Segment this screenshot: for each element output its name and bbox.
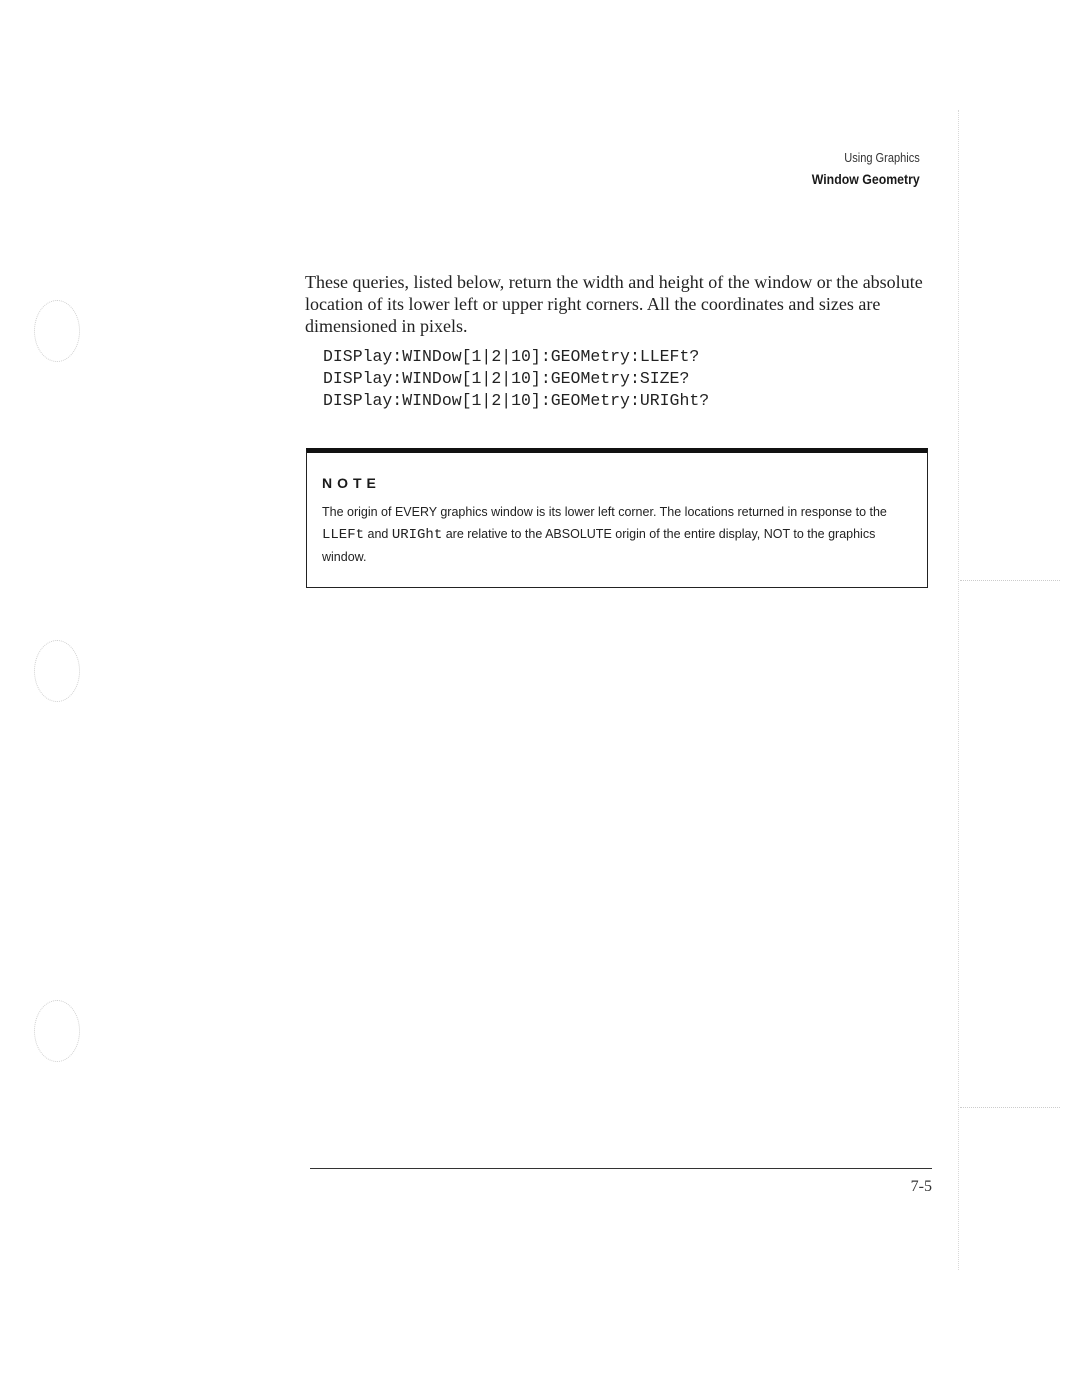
chapter-title: Window Geometry xyxy=(811,171,920,187)
note-keyword-lleft: LLEFt xyxy=(322,527,365,543)
note-keyword-uright: URIGht xyxy=(391,527,443,543)
body-paragraph: These queries, listed below, return the width and height of the window or the absolute location of its lower left or upper right corners. All the coordinates and sizes are dimensioned in pixels. xyxy=(305,272,923,336)
note-text-part: The origin of EVERY graphics window is its lower left corner. The locations returned in response to the xyxy=(322,505,887,519)
command-list xyxy=(323,346,709,412)
page-number: 7-5 xyxy=(910,1178,932,1195)
note-text-part: and xyxy=(364,527,392,541)
binder-hole xyxy=(34,1000,80,1062)
binder-hole xyxy=(34,640,80,702)
note-text xyxy=(322,501,922,568)
running-head xyxy=(797,150,920,187)
note-text-part: are relative to the ABSOLUTE origin of the entire display, NOT to the graphics window. xyxy=(322,527,876,564)
page-edge-mark xyxy=(960,580,1060,581)
command-item: DISPlay:WINDow[1|2|10]:GEOMetry:LLEFt? xyxy=(323,347,700,366)
binder-hole xyxy=(34,300,80,362)
page-edge-mark xyxy=(960,1107,1060,1108)
command-item: DISPlay:WINDow[1|2|10]:GEOMetry:URIGht? xyxy=(323,391,710,410)
page-edge-line xyxy=(958,110,959,1270)
note-box xyxy=(306,448,928,588)
command-item: DISPlay:WINDow[1|2|10]:GEOMetry:SIZE? xyxy=(323,369,690,388)
note-label: NOTE xyxy=(322,475,381,491)
section-title: Using Graphics xyxy=(844,150,920,165)
footer-rule xyxy=(310,1168,932,1169)
